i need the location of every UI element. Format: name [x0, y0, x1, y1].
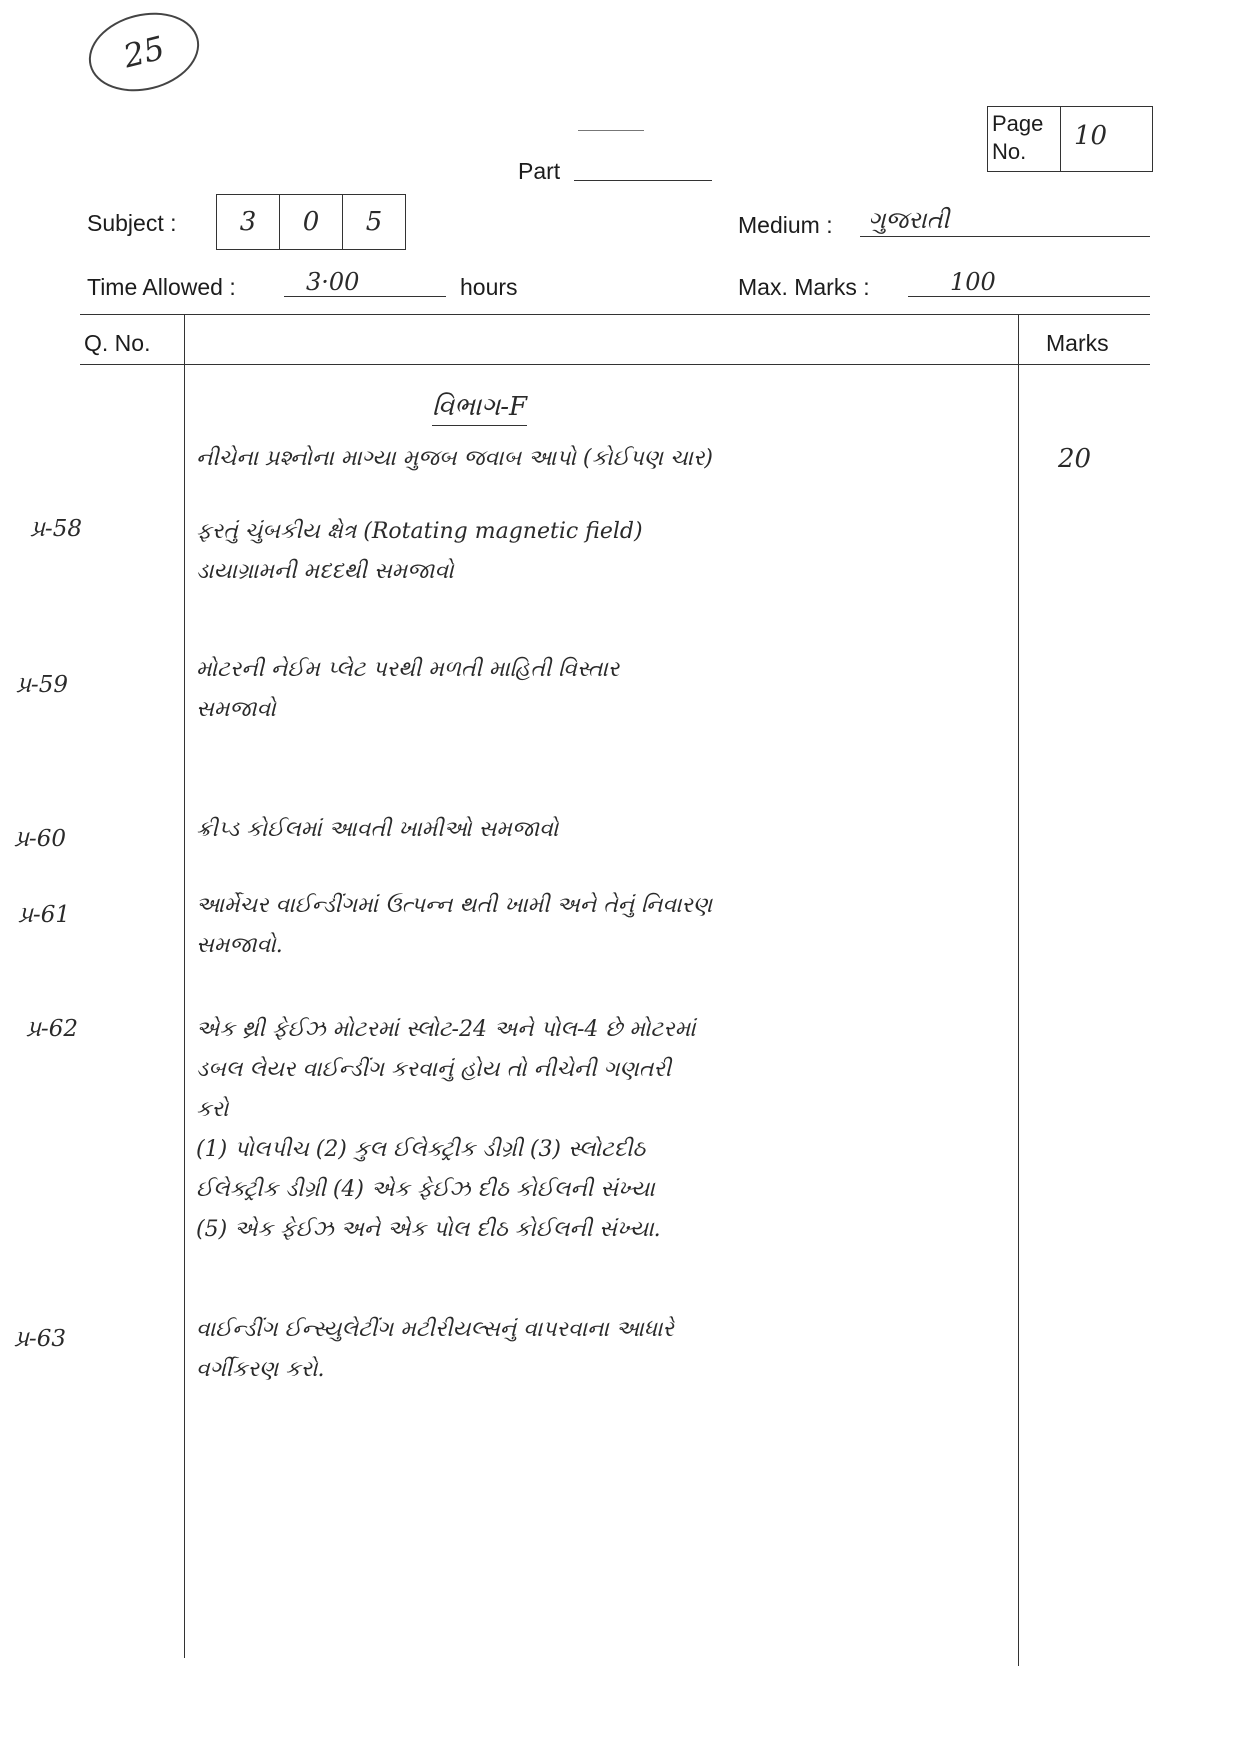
subject-digit: 0: [280, 195, 343, 249]
hours-label: hours: [460, 274, 518, 300]
question-line: ઈલેક્ટ્રીક ડીગ્રી (4) એક ફેઈઝ દીઠ કોઈલની સંખ્યા: [196, 1177, 655, 1202]
question-text: [196, 1310, 1006, 1390]
question-line: વાઈન્ડીંગ ઈન્સ્યુલેટીંગ મટીરીયલ્સનું વાપરવાના આધારે: [196, 1317, 674, 1342]
subject-digit: 5: [365, 207, 383, 237]
circled-sheet-number: 25: [80, 2, 207, 103]
question-line: સમજાવો: [196, 697, 276, 722]
marks-column-header: Marks: [1046, 330, 1109, 356]
table-top-rule: [80, 314, 1150, 315]
question-text: [196, 650, 1006, 730]
subject-digit: 3: [217, 195, 280, 249]
time-allowed-value: 3·00: [306, 268, 360, 296]
medium-fill-line: [860, 236, 1150, 237]
question-line: ડબલ લેયર વાઈન્ડીંગ કરવાનું હોય તો નીચેની ગણતરી: [196, 1057, 671, 1082]
question-line: ક્રીપ્ડ કોઈલમાં આવતી ખામીઓ સમજાવો: [196, 817, 559, 842]
medium-value: ગુજરાતી: [868, 206, 950, 234]
question-line: ફરતું ચુંબકીય ક્ષેત્ર (Rotating magnetic field): [196, 519, 643, 544]
question-number: પ્ર-60: [14, 826, 66, 852]
question-number: પ્ર-59: [16, 672, 68, 698]
max-marks-label: Max. Marks :: [738, 274, 870, 300]
page-number-box: [987, 106, 1153, 172]
question-number: પ્ર-61: [18, 902, 70, 928]
part-label: Part: [518, 158, 561, 184]
question-text: [196, 886, 1006, 966]
question-line: મોટરની નેઈમ પ્લેટ પરથી મળતી માહિતી વિસ્તાર: [196, 657, 620, 682]
table-header-rule: [80, 364, 1150, 365]
question-number: પ્ર-62: [26, 1016, 78, 1042]
page-no-value: 10: [1074, 121, 1108, 151]
question-line: (1) પોલપીચ (2) કુલ ઈલેક્ટ્રીક ડીગ્રી (3) સ્લોટદીઠ: [196, 1137, 646, 1162]
medium-label: Medium :: [738, 212, 833, 238]
question-number: પ્ર-63: [14, 1326, 66, 1352]
time-fill-line: [284, 296, 446, 297]
subject-code-boxes: [216, 194, 406, 250]
time-allowed-label: Time Allowed :: [87, 274, 236, 300]
max-marks-fill-line: [908, 296, 1150, 297]
question-text: [196, 810, 1006, 850]
question-line: વર્ગીકરણ કરો.: [196, 1357, 325, 1382]
subject-label: Subject :: [87, 210, 177, 236]
question-line: આર્મેચર વાઈન્ડીંગમાં ઉત્પન્ન થતી ખામી અને તેનું નિવારણ: [196, 893, 713, 918]
part-fill-line: [574, 180, 712, 181]
max-marks-value: 100: [950, 268, 996, 296]
section-marks: 20: [1058, 444, 1092, 474]
page-box-divider: [1060, 107, 1061, 171]
question-line: (5) એક ફેઈઝ અને એક પોલ દીઠ કોઈલની સંખ્યા.: [196, 1217, 661, 1242]
qno-column-header: Q. No.: [84, 330, 151, 356]
question-number: પ્ર-58: [30, 516, 82, 542]
question-line: સમજાવો.: [196, 933, 283, 958]
question-text: [196, 512, 1006, 592]
part-dash-mark: [578, 130, 644, 131]
marks-column-divider: [1018, 314, 1019, 1666]
question-line: ડાયાગ્રામની મદદથી સમજાવો: [196, 559, 454, 584]
qno-column-divider: [184, 314, 185, 1658]
question-line: કરો: [196, 1097, 229, 1122]
page-no-label: Page No.: [992, 111, 1044, 164]
section-instruction: નીચેના પ્રશ્નોના માગ્યા મુજબ જવાબ આપો (કોઈપણ ચાર): [196, 446, 713, 471]
question-line: એક થ્રી ફેઈઝ મોટરમાં સ્લોટ-24 અને પોલ-4 છે મોટરમાં: [196, 1017, 696, 1042]
section-heading: વિભાગ-F: [432, 392, 527, 426]
question-text: [196, 1010, 1006, 1250]
